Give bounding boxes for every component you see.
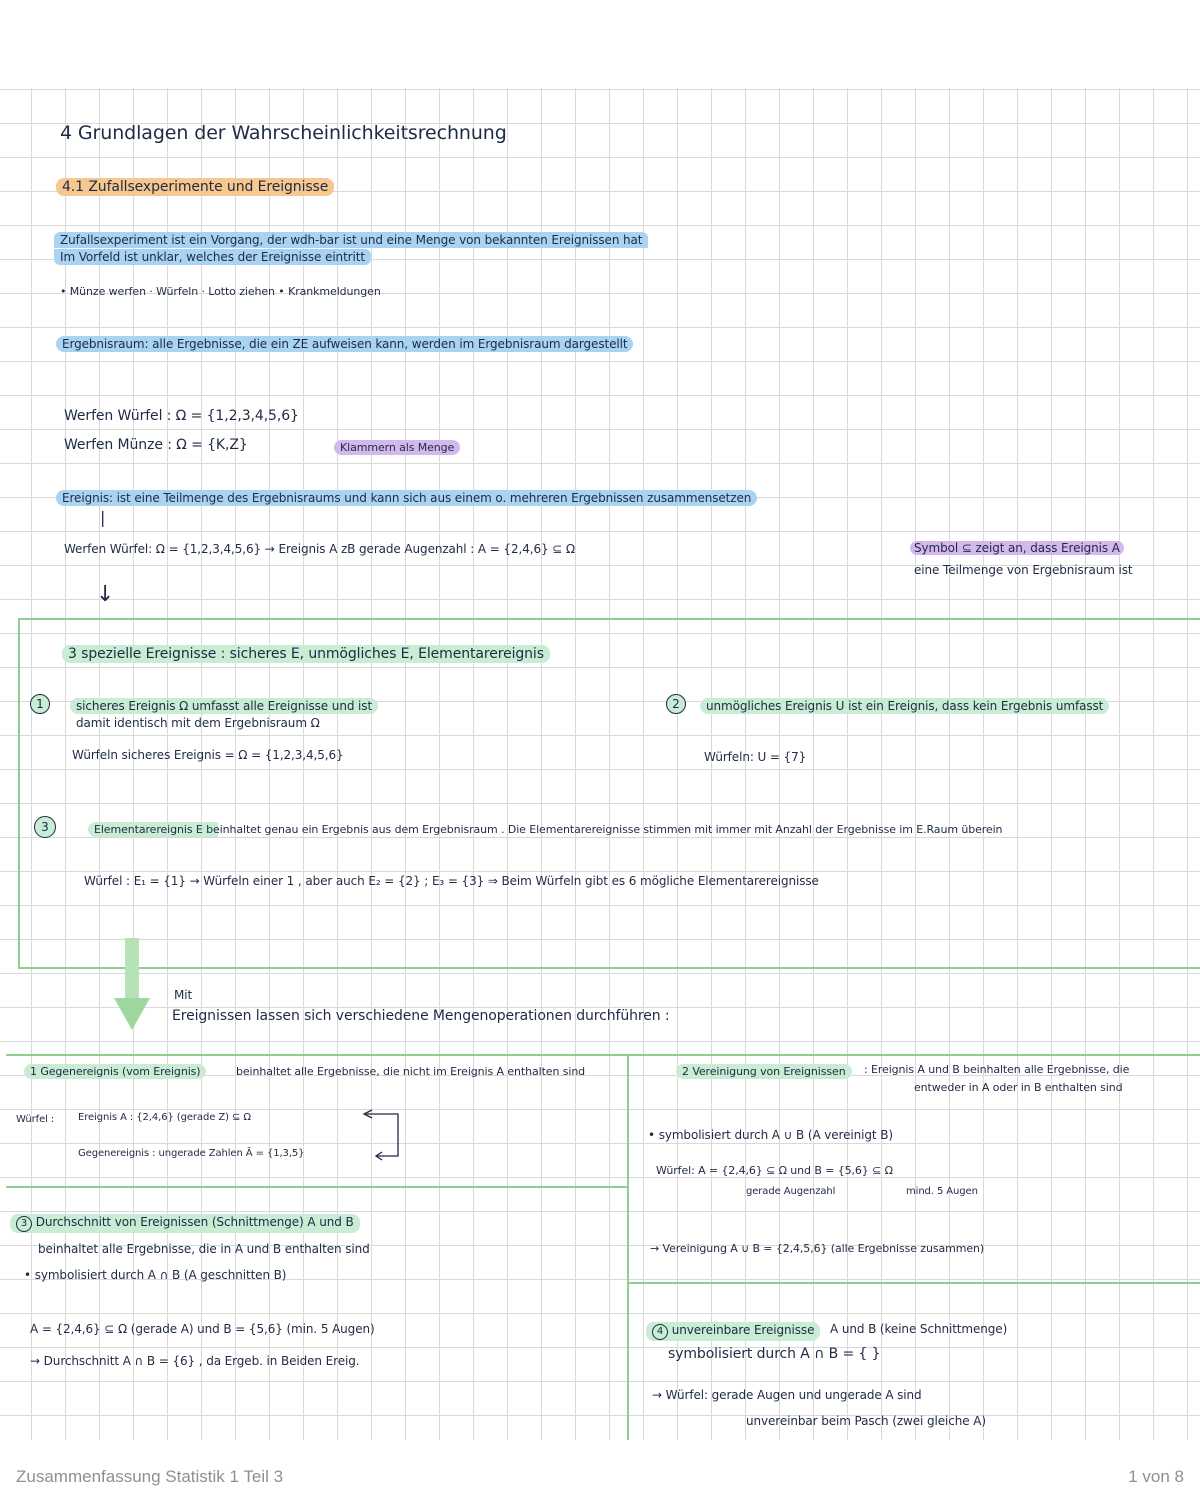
unvereinbar-title-text: unvereinbare Ereignisse — [671, 1323, 815, 1337]
frame-left — [18, 618, 20, 968]
vereinigung-number: 2 — [682, 1065, 689, 1078]
unvereinbar-number: 4 — [652, 1324, 668, 1340]
vereinigung-desc2: entweder in A oder in B enthalten sind — [914, 1081, 1123, 1094]
zufall-examples: • Münze werfen · Würfeln · Lotto ziehen • Krankmeldungen — [60, 285, 381, 298]
gegen-title-text: Gegenereignis (vom Ereignis) — [40, 1065, 201, 1078]
unmoeglich-example: Würfeln: U = {7} — [704, 750, 807, 764]
ops-left-divider — [6, 1186, 627, 1188]
unvereinbar-title — [646, 1322, 820, 1341]
page-counter: 1 von 8 — [1128, 1467, 1184, 1486]
vereinigung-result: → Vereinigung A ∪ B = {2,4,5,6} (alle Ergebnisse zusammen) — [650, 1242, 985, 1255]
gegen-example2: Gegenereignis : ungerade Zahlen Ā = {1,3,5} — [78, 1148, 305, 1159]
sicher-example: Würfeln sicheres Ereignis = Ω = {1,2,3,4,5,6} — [72, 748, 344, 762]
vereinigung-title-text: Vereinigung von Ereignissen — [692, 1065, 846, 1078]
unvereinbar-symbol: symbolisiert durch A ∩ B = { } — [668, 1346, 881, 1362]
unmoeglich-definition: unmögliches Ereignis U ist ein Ereignis, dass kein Ergebnis umfasst — [700, 698, 1109, 714]
unvereinbar-example1: → Würfel: gerade Augen und ungerade A sind — [652, 1388, 922, 1402]
elementar-definition: Elementarereignis E beinhaltet genau ein Ergebnis aus dem Ergebnisraum . Die Elementarereignisse stimmen mit immer mit Anzahl der Ergebnisse im E.Raum überein — [88, 822, 1008, 837]
ops-top-line — [6, 1054, 1200, 1056]
durchschnitt-symbol: • symbolisiert durch A ∩ B (A geschnitten B) — [24, 1268, 287, 1282]
klammern-note: Klammern als Menge — [334, 440, 460, 455]
durchschnitt-result: → Durchschnitt A ∩ B = {6} , da Ergeb. in Beiden Ereig. — [30, 1354, 360, 1368]
gegen-example1: Ereignis A : {2,4,6} (gerade Z) ⊆ Ω — [78, 1112, 251, 1123]
gegen-desc: beinhaltet alle Ergebnisse, die nicht im Ereignis A enthalten sind — [236, 1065, 586, 1078]
vereinigung-symbol: • symbolisiert durch A ∪ B (A vereinigt B) — [648, 1128, 893, 1142]
durchschnitt-title-text: Durchschnitt von Ereignissen (Schnittmenge) A und B — [35, 1215, 354, 1229]
elementar-example: Würfel : E₁ = {1} → Würfeln einer 1 , aber auch E₂ = {2} ; E₃ = {3} ⇒ Beim Würfeln gibt es 6 mögliche Elementarereignisse — [84, 874, 819, 888]
section-heading: 4.1 Zufallsexperimente und Ereignisse — [56, 178, 334, 196]
wuerfel-omega: Werfen Würfel : Ω = {1,2,3,4,5,6} — [64, 408, 299, 424]
unvereinbar-desc: A und B (keine Schnittmenge) — [830, 1322, 1008, 1336]
down-arrow-icon: ↓ — [96, 582, 115, 607]
page-top-margin — [0, 0, 1200, 88]
ops-vertical-line — [627, 1054, 629, 1440]
gegen-number: 1 — [30, 1065, 37, 1078]
symbol-note-line1: Symbol ⊆ zeigt an, dass Ereignis A — [910, 541, 1124, 555]
sicher-line2: damit identisch mit dem Ergebnisraum Ω — [76, 716, 320, 730]
number-1-badge: 1 — [30, 694, 50, 714]
mit-line1: Mit — [174, 988, 193, 1002]
durchschnitt-example: A = {2,4,6} ⊆ Ω (gerade A) und B = {5,6} (min. 5 Augen) — [30, 1322, 375, 1336]
mit-line2: Ereignissen lassen sich verschiedene Mengenoperationen durchführen : — [172, 1008, 670, 1024]
vereinigung-title — [676, 1064, 852, 1079]
vereinigung-example: Würfel: A = {2,4,6} ⊆ Ω und B = {5,6} ⊆ Ω — [656, 1164, 893, 1177]
durchschnitt-title — [10, 1214, 360, 1233]
connector-bar: | — [100, 508, 106, 527]
zufall-definition-line2: Im Vorfeld ist unklar, welches der Ereignisse eintritt — [54, 249, 371, 265]
big-down-arrow-icon — [112, 938, 152, 1032]
gegen-wuerfel-label: Würfel : — [16, 1114, 55, 1125]
vereinigung-sub-b: mind. 5 Augen — [906, 1186, 978, 1197]
document-title: Zusammenfassung Statistik 1 Teil 3 — [16, 1467, 284, 1486]
sicher-line1: sicheres Ereignis Ω umfasst alle Ereignisse und ist — [70, 698, 378, 714]
number-3-badge: 3 — [34, 816, 56, 838]
frame-top — [18, 618, 1200, 620]
ops-right-divider — [627, 1282, 1200, 1284]
spezielle-heading: 3 spezielle Ereignisse : sicheres E, unmögliches E, Elementarereignis — [62, 645, 550, 663]
gegen-title — [24, 1064, 206, 1079]
durchschnitt-number: 3 — [16, 1216, 32, 1232]
vereinigung-sub-a: gerade Augenzahl — [746, 1186, 836, 1197]
frame-bottom — [18, 967, 1200, 969]
vereinigung-desc1: : Ereignis A und B beinhalten alle Ergebnisse, die — [864, 1063, 1130, 1076]
page-title: 4 Grundlagen der Wahrscheinlichkeitsrechnung — [60, 122, 507, 144]
symbol-note-line2: eine Teilmenge von Ergebnisraum ist — [914, 563, 1133, 577]
ereignis-example: Werfen Würfel: Ω = {1,2,3,4,5,6} → Ereignis A zB gerade Augenzahl : A = {2,4,6} ⊆ Ω — [64, 542, 575, 556]
durchschnitt-desc: beinhaltet alle Ergebnisse, die in A und B enthalten sind — [38, 1242, 370, 1256]
zufall-definition-line1: Zufallsexperiment ist ein Vorgang, der wdh-bar ist und eine Menge von bekannten Ereignissen hat — [54, 232, 648, 248]
muenze-omega: Werfen Münze : Ω = {K,Z} — [64, 437, 248, 453]
ereignis-definition: Ereignis: ist eine Teilmenge des Ergebnisraums und kann sich aus einem o. mehreren Ergebnissen zusammensetzen — [56, 490, 757, 506]
number-2-badge: 2 — [666, 694, 686, 714]
bracket-arrow-icon — [358, 1108, 406, 1168]
unvereinbar-example2: unvereinbar beim Pasch (zwei gleiche A) — [746, 1414, 986, 1428]
ergebnisraum-definition: Ergebnisraum: alle Ergebnisse, die ein ZE aufweisen kann, werden im Ergebnisraum dargestellt — [56, 336, 633, 352]
